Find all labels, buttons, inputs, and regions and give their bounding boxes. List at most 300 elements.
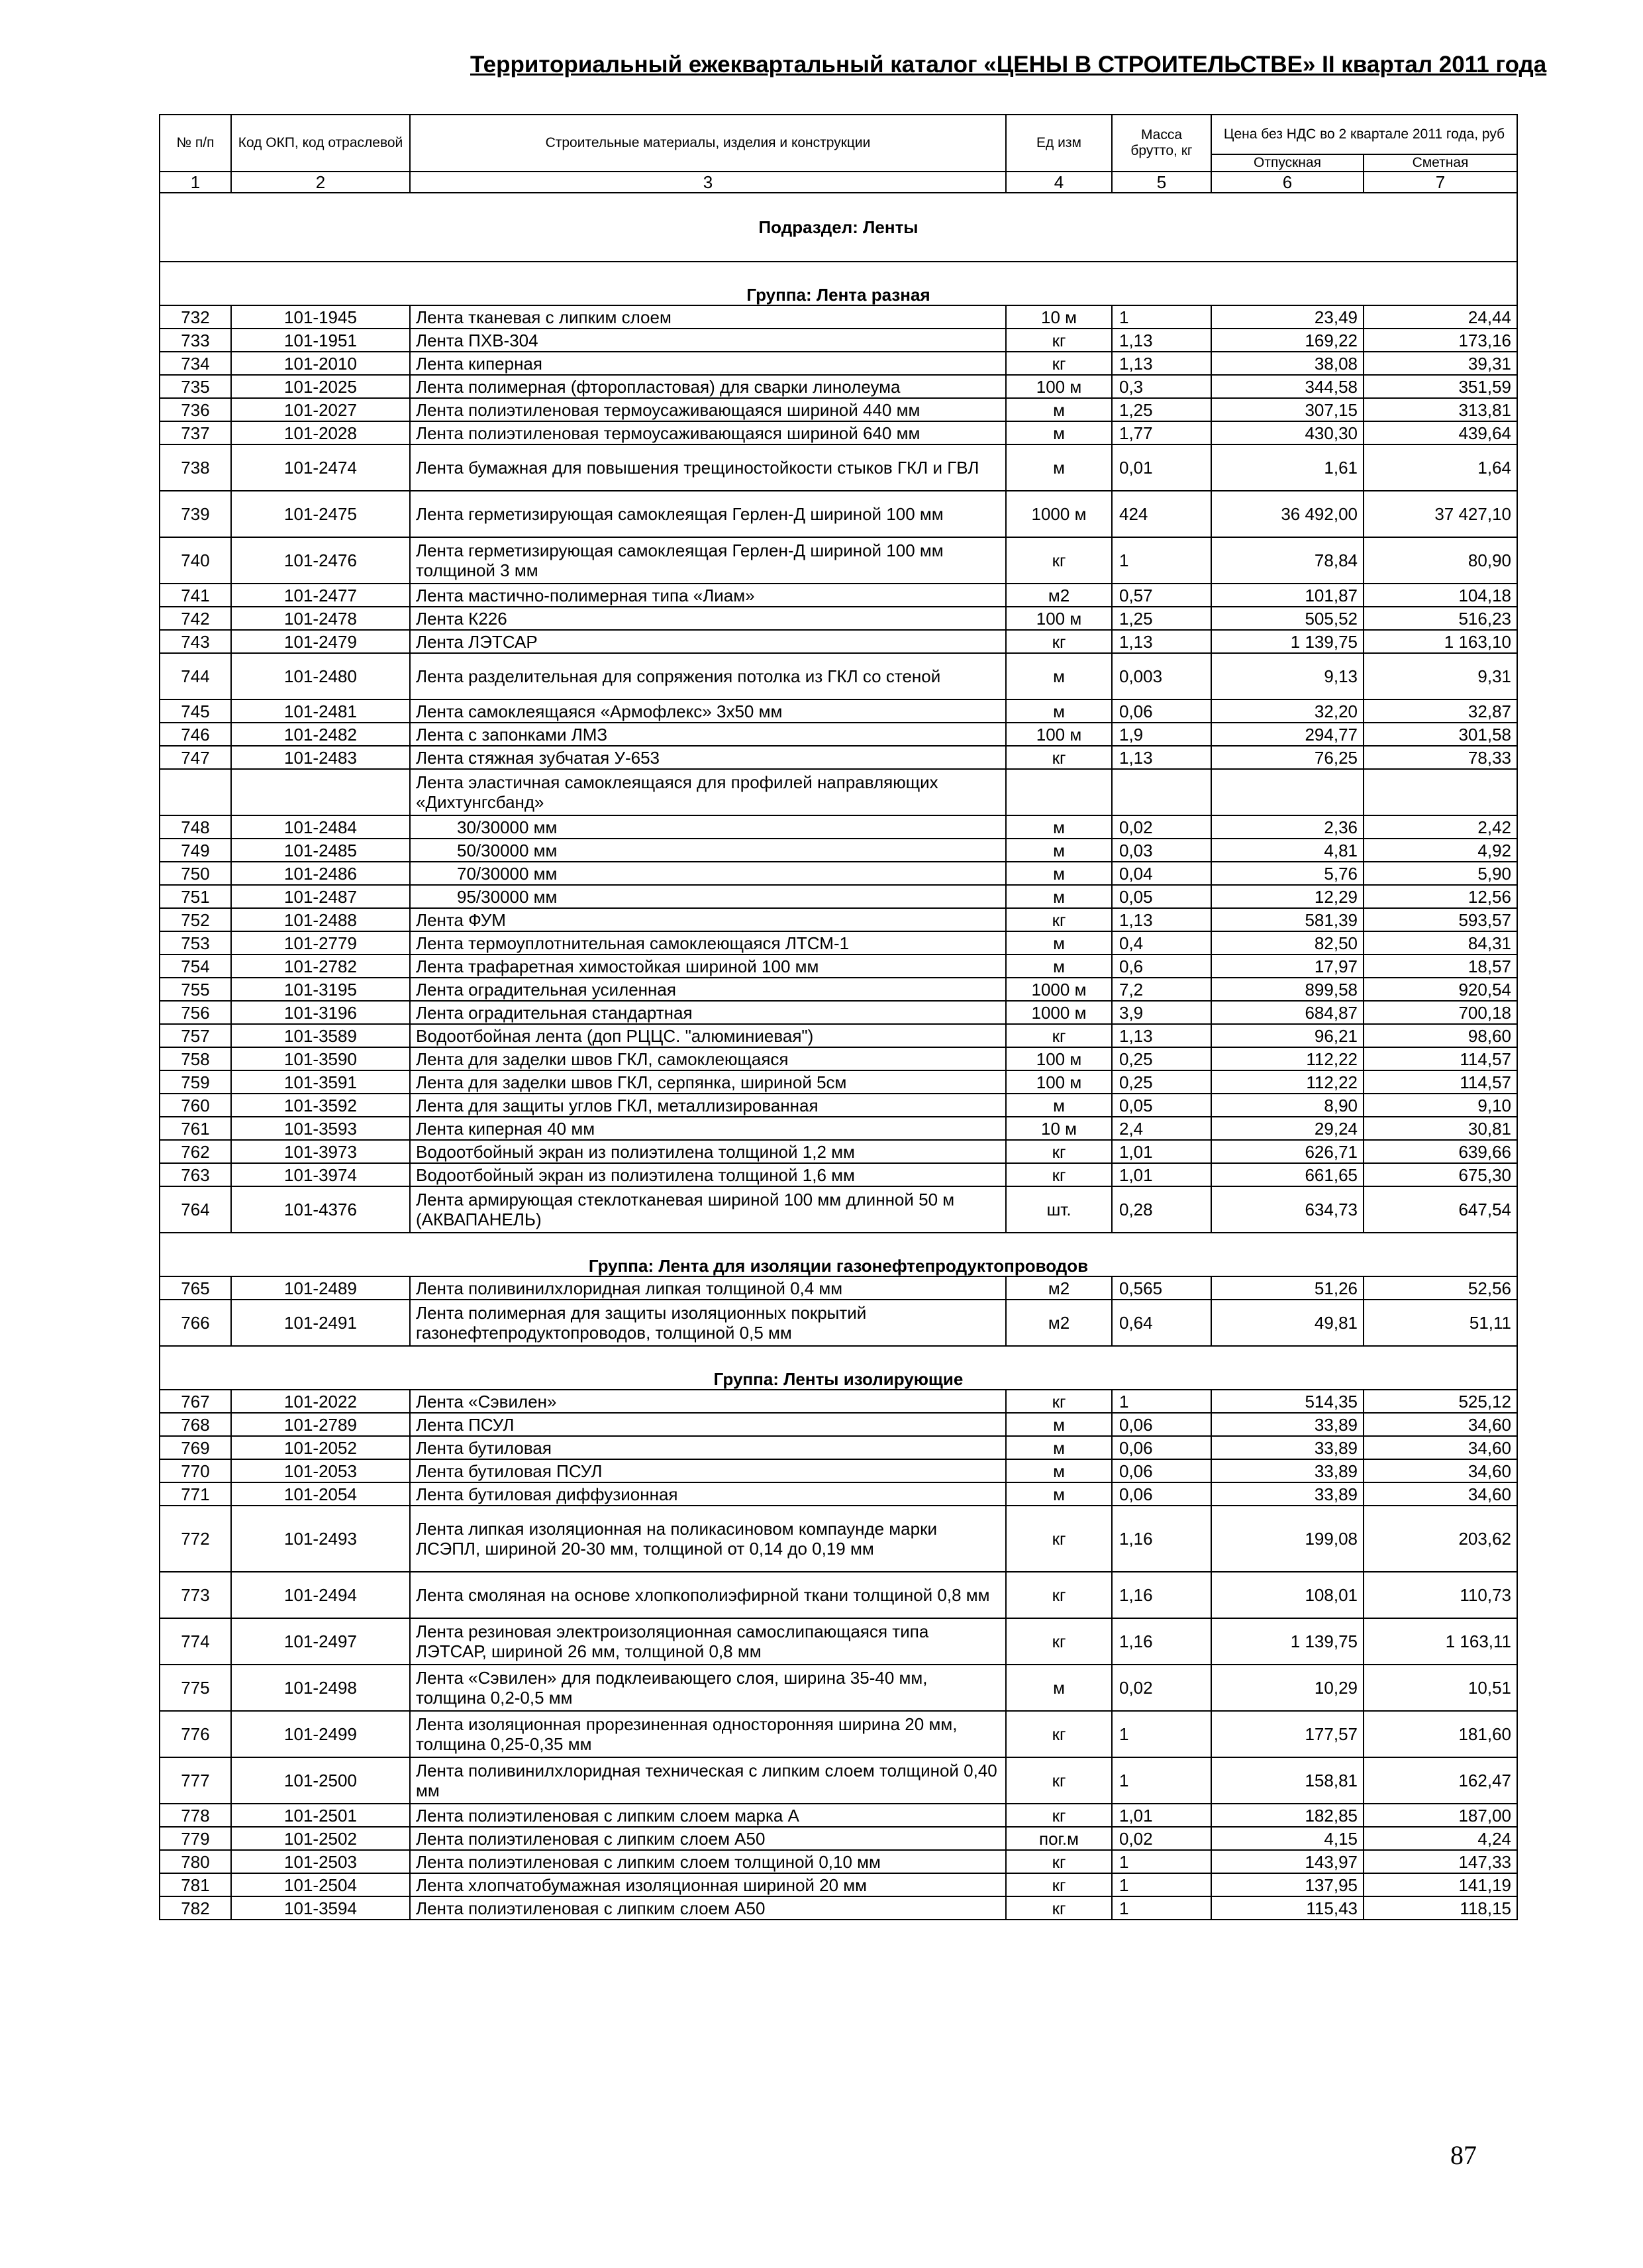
row-estimate-price: 24,44: [1364, 305, 1517, 329]
table-row: [160, 1163, 1517, 1186]
row-estimate-price: 1,64: [1364, 444, 1517, 491]
row-name: Лента для защиты углов ГКЛ, металлизированная: [410, 1094, 1006, 1117]
row-release-price: 899,58: [1211, 978, 1364, 1001]
row-mass: 0,04: [1112, 862, 1211, 885]
row-number: 740: [160, 537, 231, 584]
row-code: 101-2503: [231, 1850, 410, 1873]
row-number: 739: [160, 491, 231, 537]
row-number: 747: [160, 746, 231, 769]
row-mass: 0,02: [1112, 1827, 1211, 1850]
row-code: 101-2054: [231, 1482, 410, 1506]
group-title: Группа: Ленты изолирующие: [160, 1346, 1517, 1390]
row-code: 101-2504: [231, 1873, 410, 1896]
row-release-price: 661,65: [1211, 1163, 1364, 1186]
row-release-price: 1 139,75: [1211, 1618, 1364, 1665]
row-mass: 2,4: [1112, 1117, 1211, 1140]
row-number: 758: [160, 1047, 231, 1070]
table-row: [160, 815, 1517, 839]
row-mass: 3,9: [1112, 1001, 1211, 1024]
row-name: Лента полимерная для защиты изоляционных покрытий газонефтепродуктопроводов, толщиной 0,5 мм: [410, 1300, 1006, 1346]
row-estimate-price: 647,54: [1364, 1186, 1517, 1233]
table-row: [160, 1618, 1517, 1665]
row-name: Лента «Сэвилен» для подклеивающего слоя, ширина 35-40 мм, толщина 0,2-0,5 мм: [410, 1665, 1006, 1711]
row-release-price: 23,49: [1211, 305, 1364, 329]
row-name: Лента эластичная самоклеящаяся для профилей направляющих «Дихтунгсбанд»: [410, 769, 1006, 815]
column-number: 3: [410, 172, 1006, 193]
row-release-price: 182,85: [1211, 1804, 1364, 1827]
header-estimate-price: Сметная: [1364, 154, 1517, 172]
row-number: 769: [160, 1436, 231, 1459]
row-mass: 1: [1112, 1850, 1211, 1873]
table-row: [160, 1850, 1517, 1873]
row-name: Лента бутиловая: [410, 1436, 1006, 1459]
table-row: [160, 584, 1517, 607]
row-release-price: 32,20: [1211, 699, 1364, 723]
row-code: 101-2485: [231, 839, 410, 862]
row-mass: 0,25: [1112, 1070, 1211, 1094]
row-estimate-price: 114,57: [1364, 1047, 1517, 1070]
table-row: [160, 1094, 1517, 1117]
row-name: Лента трафаретная химостойкая шириной 100 мм: [410, 954, 1006, 978]
row-unit: кг: [1006, 1024, 1112, 1047]
row-number: 761: [160, 1117, 231, 1140]
row-code: 101-2474: [231, 444, 410, 491]
row-number: 765: [160, 1276, 231, 1300]
table-row: [160, 352, 1517, 375]
table-row: [160, 1390, 1517, 1413]
row-release-price: 294,77: [1211, 723, 1364, 746]
catalog-title: Территориальный ежеквартальный каталог «ЦЕНЫ В СТРОИТЕЛЬСТВЕ» II квартал 2011 года: [470, 52, 1547, 77]
table-row: [160, 421, 1517, 444]
row-estimate-price: 1 163,11: [1364, 1618, 1517, 1665]
row-name: 50/30000 мм: [410, 839, 1006, 862]
row-number: 742: [160, 607, 231, 630]
table-row: [160, 746, 1517, 769]
row-code: 101-2487: [231, 885, 410, 908]
row-number: 776: [160, 1711, 231, 1757]
row-mass: [1112, 769, 1211, 815]
row-unit: м: [1006, 421, 1112, 444]
row-code: 101-2052: [231, 1436, 410, 1459]
row-name: Лента хлопчатобумажная изоляционная шириной 20 мм: [410, 1873, 1006, 1896]
row-name: Лента смоляная на основе хлопкополиэфирной ткани толщиной 0,8 мм: [410, 1572, 1006, 1618]
row-code: 101-2482: [231, 723, 410, 746]
row-code: [231, 769, 410, 815]
row-code: 101-3974: [231, 1163, 410, 1186]
header-code: Код ОКП, код отраслевой: [231, 115, 410, 172]
row-mass: 0,64: [1112, 1300, 1211, 1346]
row-estimate-price: 351,59: [1364, 375, 1517, 398]
row-name: Лента мастично-полимерная типа «Лиам»: [410, 584, 1006, 607]
row-unit: м: [1006, 398, 1112, 421]
table-row: [160, 1001, 1517, 1024]
column-number: 2: [231, 172, 410, 193]
header-name: Строительные материалы, изделия и конструкции: [410, 115, 1006, 172]
row-unit: кг: [1006, 1896, 1112, 1920]
row-code: 101-2488: [231, 908, 410, 931]
row-number: 777: [160, 1757, 231, 1804]
row-name: Лента полиэтиленовая с липким слоем А50: [410, 1896, 1006, 1920]
row-name: Лента резиновая электроизоляционная самослипающаяся типа ЛЭТСАР, шириной 26 мм, толщиной 0,8 мм: [410, 1618, 1006, 1665]
row-number: 762: [160, 1140, 231, 1163]
table-row: [160, 329, 1517, 352]
row-estimate-price: 110,73: [1364, 1572, 1517, 1618]
row-name: Лента ПХВ-304: [410, 329, 1006, 352]
row-mass: 1,01: [1112, 1804, 1211, 1827]
row-mass: 0,03: [1112, 839, 1211, 862]
row-code: 101-3591: [231, 1070, 410, 1094]
table-row: [160, 723, 1517, 746]
row-number: 768: [160, 1413, 231, 1436]
table-row: [160, 398, 1517, 421]
row-mass: 1: [1112, 537, 1211, 584]
table-row: [160, 1024, 1517, 1047]
row-name: Лента изоляционная прорезиненная односторонняя ширина 20 мм, толщина 0,25-0,35 мм: [410, 1711, 1006, 1757]
row-name: Лента полиэтиленовая с липким слоем А50: [410, 1827, 1006, 1850]
row-unit: кг: [1006, 1618, 1112, 1665]
row-release-price: 9,13: [1211, 653, 1364, 699]
row-unit: кг: [1006, 1850, 1112, 1873]
row-estimate-price: 9,31: [1364, 653, 1517, 699]
row-number: 737: [160, 421, 231, 444]
row-unit: кг: [1006, 908, 1112, 931]
row-number: 738: [160, 444, 231, 491]
row-unit: шт.: [1006, 1186, 1112, 1233]
row-estimate-price: 12,56: [1364, 885, 1517, 908]
row-name: Лента киперная 40 мм: [410, 1117, 1006, 1140]
row-number: 735: [160, 375, 231, 398]
column-number: 7: [1364, 172, 1517, 193]
row-code: 101-2501: [231, 1804, 410, 1827]
row-unit: кг: [1006, 1390, 1112, 1413]
row-unit: м: [1006, 1094, 1112, 1117]
row-mass: 0,02: [1112, 815, 1211, 839]
row-name: Лента термоуплотнительная самоклеющаяся ЛТСМ-1: [410, 931, 1006, 954]
row-mass: 1,13: [1112, 630, 1211, 653]
table-row: [160, 908, 1517, 931]
row-estimate-price: 301,58: [1364, 723, 1517, 746]
row-unit: м: [1006, 885, 1112, 908]
row-unit: 100 м: [1006, 1070, 1112, 1094]
row-name: 70/30000 мм: [410, 862, 1006, 885]
row-code: 101-2022: [231, 1390, 410, 1413]
row-unit: м: [1006, 699, 1112, 723]
row-estimate-price: 920,54: [1364, 978, 1517, 1001]
row-code: 101-2476: [231, 537, 410, 584]
table-row: [160, 1276, 1517, 1300]
row-code: 101-2483: [231, 746, 410, 769]
row-mass: 0,01: [1112, 444, 1211, 491]
table-row: [160, 769, 1517, 815]
row-code: 101-2494: [231, 1572, 410, 1618]
row-name: Лента оградительная стандартная: [410, 1001, 1006, 1024]
row-number: 772: [160, 1506, 231, 1572]
row-release-price: 33,89: [1211, 1413, 1364, 1436]
row-number: 743: [160, 630, 231, 653]
row-estimate-price: 34,60: [1364, 1482, 1517, 1506]
row-unit: м: [1006, 1436, 1112, 1459]
row-code: 101-2498: [231, 1665, 410, 1711]
row-number: 759: [160, 1070, 231, 1094]
row-release-price: 8,90: [1211, 1094, 1364, 1117]
row-estimate-price: 51,11: [1364, 1300, 1517, 1346]
table-row: [160, 1436, 1517, 1459]
row-estimate-price: 525,12: [1364, 1390, 1517, 1413]
row-estimate-price: 18,57: [1364, 954, 1517, 978]
table-row: [160, 444, 1517, 491]
row-estimate-price: 52,56: [1364, 1276, 1517, 1300]
row-unit: 100 м: [1006, 723, 1112, 746]
row-estimate-price: 9,10: [1364, 1094, 1517, 1117]
row-name: Лента разделительная для сопряжения потолка из ГКЛ со стеной: [410, 653, 1006, 699]
row-number: 755: [160, 978, 231, 1001]
row-mass: 0,3: [1112, 375, 1211, 398]
row-unit: пог.м: [1006, 1827, 1112, 1850]
row-code: 101-2497: [231, 1618, 410, 1665]
table-row: [160, 1757, 1517, 1804]
table-row: [160, 305, 1517, 329]
section-row: [160, 193, 1517, 262]
row-release-price: 158,81: [1211, 1757, 1364, 1804]
row-estimate-price: 30,81: [1364, 1117, 1517, 1140]
row-name: Лента ПСУЛ: [410, 1413, 1006, 1436]
row-unit: кг: [1006, 1163, 1112, 1186]
row-number: 773: [160, 1572, 231, 1618]
table-row: [160, 630, 1517, 653]
column-number: 6: [1211, 172, 1364, 193]
row-code: 101-2491: [231, 1300, 410, 1346]
row-code: 101-2010: [231, 352, 410, 375]
row-estimate-price: 1 163,10: [1364, 630, 1517, 653]
row-release-price: 12,29: [1211, 885, 1364, 908]
row-number: 750: [160, 862, 231, 885]
row-code: 101-2782: [231, 954, 410, 978]
header-mass: Масса брутто, кг: [1112, 115, 1211, 172]
row-number: 748: [160, 815, 231, 839]
row-release-price: 634,73: [1211, 1186, 1364, 1233]
column-numbers-row: [160, 172, 1517, 193]
row-unit: кг: [1006, 329, 1112, 352]
row-estimate-price: 78,33: [1364, 746, 1517, 769]
row-number: 778: [160, 1804, 231, 1827]
row-name: Лента поливинилхлоридная липкая толщиной 0,4 мм: [410, 1276, 1006, 1300]
row-estimate-price: 34,60: [1364, 1459, 1517, 1482]
row-number: 752: [160, 908, 231, 931]
row-estimate-price: 32,87: [1364, 699, 1517, 723]
column-number: 1: [160, 172, 231, 193]
row-name: Лента самоклеящаяся «Армофлекс» 3х50 мм: [410, 699, 1006, 723]
row-mass: 1,13: [1112, 746, 1211, 769]
row-release-price: 82,50: [1211, 931, 1364, 954]
row-code: 101-2789: [231, 1413, 410, 1436]
row-estimate-price: 593,57: [1364, 908, 1517, 931]
row-name: Лента герметизирующая самоклеящая Герлен-Д шириной 100 мм толщиной 3 мм: [410, 537, 1006, 584]
row-code: 101-2502: [231, 1827, 410, 1850]
row-release-price: 344,58: [1211, 375, 1364, 398]
row-number: 775: [160, 1665, 231, 1711]
column-number: 4: [1006, 172, 1112, 193]
row-unit: 1000 м: [1006, 1001, 1112, 1024]
row-release-price: 307,15: [1211, 398, 1364, 421]
row-mass: 0,06: [1112, 1436, 1211, 1459]
row-unit: кг: [1006, 1572, 1112, 1618]
row-mass: 1,16: [1112, 1572, 1211, 1618]
row-estimate-price: 203,62: [1364, 1506, 1517, 1572]
price-table: [159, 114, 1518, 1920]
row-code: 101-2477: [231, 584, 410, 607]
row-unit: м2: [1006, 584, 1112, 607]
row-number: 753: [160, 931, 231, 954]
row-number: 764: [160, 1186, 231, 1233]
row-name: Лента бутиловая диффузионная: [410, 1482, 1006, 1506]
row-estimate-price: 313,81: [1364, 398, 1517, 421]
row-code: 101-3195: [231, 978, 410, 1001]
row-unit: кг: [1006, 1711, 1112, 1757]
row-mass: 1,16: [1112, 1618, 1211, 1665]
row-name: Лента армирующая стеклотканевая шириной 100 мм длинной 50 м (АКВАПАНЕЛЬ): [410, 1186, 1006, 1233]
table-row: [160, 375, 1517, 398]
row-release-price: 49,81: [1211, 1300, 1364, 1346]
row-release-price: 36 492,00: [1211, 491, 1364, 537]
row-mass: 1: [1112, 1896, 1211, 1920]
row-release-price: 112,22: [1211, 1047, 1364, 1070]
row-estimate-price: 104,18: [1364, 584, 1517, 607]
row-code: 101-3590: [231, 1047, 410, 1070]
row-mass: 424: [1112, 491, 1211, 537]
row-estimate-price: 10,51: [1364, 1665, 1517, 1711]
row-unit: 100 м: [1006, 607, 1112, 630]
row-name: Водоотбойный экран из полиэтилена толщиной 1,6 мм: [410, 1163, 1006, 1186]
row-number: 732: [160, 305, 231, 329]
row-code: 101-3593: [231, 1117, 410, 1140]
row-number: 736: [160, 398, 231, 421]
row-code: 101-2053: [231, 1459, 410, 1482]
row-code: 101-3594: [231, 1896, 410, 1920]
row-estimate-price: 37 427,10: [1364, 491, 1517, 537]
row-estimate-price: 39,31: [1364, 352, 1517, 375]
row-unit: м: [1006, 954, 1112, 978]
row-mass: 0,57: [1112, 584, 1211, 607]
group-title: Группа: Лента разная: [160, 262, 1517, 305]
row-unit: м2: [1006, 1300, 1112, 1346]
row-unit: м: [1006, 1482, 1112, 1506]
row-estimate-price: 84,31: [1364, 931, 1517, 954]
table-row: [160, 1482, 1517, 1506]
row-number: 751: [160, 885, 231, 908]
row-release-price: 430,30: [1211, 421, 1364, 444]
row-name: Лента липкая изоляционная на поликасиновом компаунде марки ЛСЭПЛ, шириной 20-30 мм, толщиной от 0,14 до 0,19 мм: [410, 1506, 1006, 1572]
section-title: Подраздел: Ленты: [160, 193, 1517, 262]
row-release-price: 33,89: [1211, 1482, 1364, 1506]
row-estimate-price: 4,24: [1364, 1827, 1517, 1850]
row-release-price: 33,89: [1211, 1459, 1364, 1482]
column-number: 5: [1112, 172, 1211, 193]
row-unit: 100 м: [1006, 1047, 1112, 1070]
page-number: 87: [1450, 2140, 1477, 2170]
row-mass: 0,06: [1112, 1482, 1211, 1506]
table-row: [160, 862, 1517, 885]
row-name: Лента полимерная (фторопластовая) для сварки линолеума: [410, 375, 1006, 398]
row-code: 101-3592: [231, 1094, 410, 1117]
row-release-price: 115,43: [1211, 1896, 1364, 1920]
row-number: 771: [160, 1482, 231, 1506]
row-number: 763: [160, 1163, 231, 1186]
row-unit: 10 м: [1006, 1117, 1112, 1140]
row-unit: м: [1006, 931, 1112, 954]
table-row: [160, 1413, 1517, 1436]
table-row: [160, 931, 1517, 954]
row-number: 770: [160, 1459, 231, 1482]
row-mass: 0,05: [1112, 885, 1211, 908]
row-name: Лента полиэтиленовая термоусаживающаяся шириной 440 мм: [410, 398, 1006, 421]
row-code: 101-2480: [231, 653, 410, 699]
row-unit: 100 м: [1006, 375, 1112, 398]
row-name: Лента поливинилхлоридная техническая с липким слоем толщиной 0,40 мм: [410, 1757, 1006, 1804]
table-row: [160, 978, 1517, 1001]
row-estimate-price: 147,33: [1364, 1850, 1517, 1873]
row-release-price: 1 139,75: [1211, 630, 1364, 653]
row-number: 744: [160, 653, 231, 699]
row-unit: кг: [1006, 352, 1112, 375]
table-header: [160, 115, 1517, 193]
row-number: 760: [160, 1094, 231, 1117]
row-name: Лента для заделки швов ГКЛ, самоклеющаяся: [410, 1047, 1006, 1070]
row-unit: м: [1006, 862, 1112, 885]
row-mass: 1,13: [1112, 908, 1211, 931]
row-name: Лента полиэтиленовая с липким слоем толщиной 0,10 мм: [410, 1850, 1006, 1873]
row-release-price: 101,87: [1211, 584, 1364, 607]
row-mass: 1,13: [1112, 329, 1211, 352]
table-row: [160, 699, 1517, 723]
row-name: Лента оградительная усиленная: [410, 978, 1006, 1001]
row-code: 101-2481: [231, 699, 410, 723]
row-release-price: 51,26: [1211, 1276, 1364, 1300]
row-name: Лента с запонками ЛМЗ: [410, 723, 1006, 746]
group-title: Группа: Лента для изоляции газонефтепродуктопроводов: [160, 1233, 1517, 1276]
row-estimate-price: 439,64: [1364, 421, 1517, 444]
row-name: Лента для заделки швов ГКЛ, серпянка, шириной 5см: [410, 1070, 1006, 1094]
header-num: № п/п: [160, 115, 231, 172]
row-mass: 7,2: [1112, 978, 1211, 1001]
row-mass: 1,01: [1112, 1140, 1211, 1163]
row-unit: м: [1006, 1665, 1112, 1711]
group-row: [160, 262, 1517, 305]
row-release-price: 514,35: [1211, 1390, 1364, 1413]
row-number: 780: [160, 1850, 231, 1873]
row-mass: 1: [1112, 1873, 1211, 1896]
group-row: [160, 1346, 1517, 1390]
row-mass: 1: [1112, 1390, 1211, 1413]
row-unit: м: [1006, 815, 1112, 839]
row-release-price: 505,52: [1211, 607, 1364, 630]
row-estimate-price: 80,90: [1364, 537, 1517, 584]
row-name: 95/30000 мм: [410, 885, 1006, 908]
header-price: Цена без НДС во 2 квартале 2011 года, руб: [1211, 115, 1517, 154]
row-number: 741: [160, 584, 231, 607]
row-code: 101-1945: [231, 305, 410, 329]
row-unit: м: [1006, 839, 1112, 862]
row-unit: кг: [1006, 630, 1112, 653]
row-name: Лента стяжная зубчатая У-653: [410, 746, 1006, 769]
table-body: [160, 193, 1517, 1920]
row-release-price: 112,22: [1211, 1070, 1364, 1094]
row-release-price: 199,08: [1211, 1506, 1364, 1572]
row-code: 101-3196: [231, 1001, 410, 1024]
table-row: [160, 1572, 1517, 1618]
row-estimate-price: 34,60: [1364, 1413, 1517, 1436]
row-unit: кг: [1006, 1757, 1112, 1804]
row-code: 101-2486: [231, 862, 410, 885]
